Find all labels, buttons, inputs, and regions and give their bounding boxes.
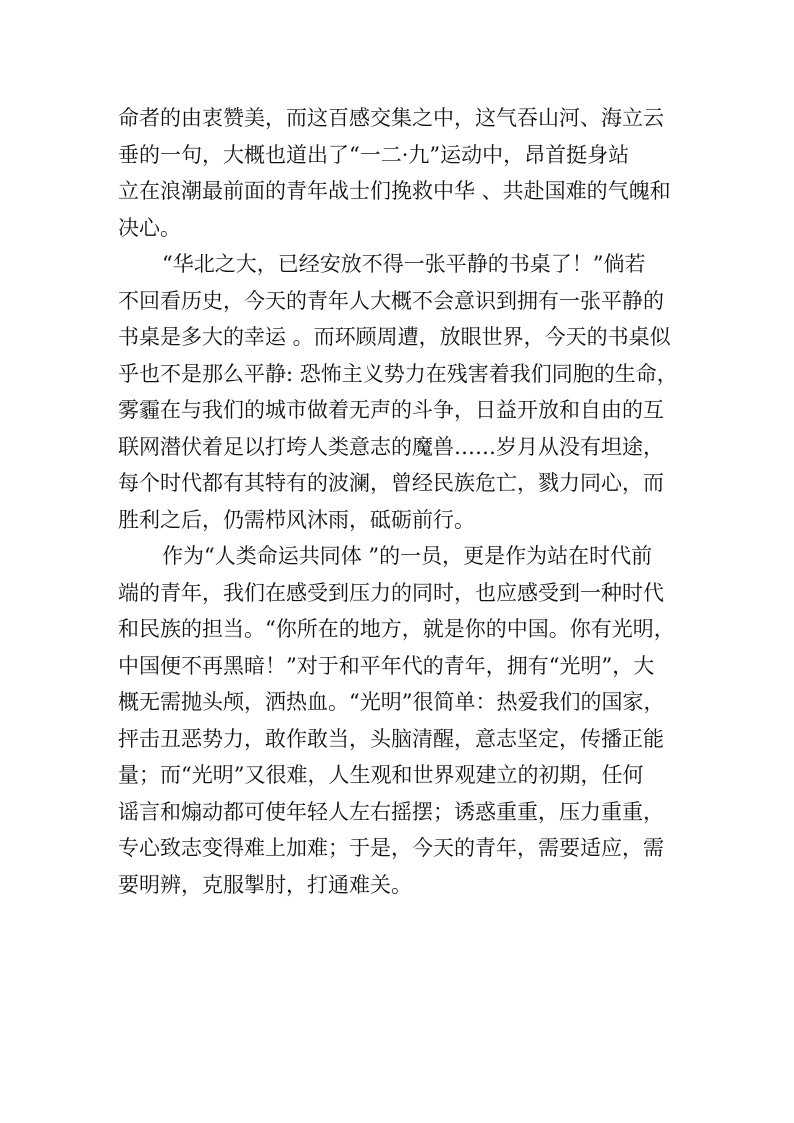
text-line: 中国便不再黑暗！”对于和平年代的青年，拥有“光明”，大 (118, 653, 655, 678)
text-line: 垂的一句，大概也道出了“一二·九”运动中，昂首挺身站 (118, 142, 630, 167)
text-line: 量；而“光明”又很难，人生观和世界观建立的初期，任何 (118, 763, 644, 787)
text-line: 概无需抛头颅，洒热血。“光明”很简单：热爱我们的国家， (118, 690, 665, 714)
text-line: 抨击丑恶势力，敢作敢当，头脑清醒，意志坚定，传播正能 (118, 726, 664, 751)
text-line: 要明辨，克服掣肘，打通难关。 (118, 872, 412, 897)
text-line: 谣言和煽动都可使年轻人左右摇摆；诱惑重重，压力重重， (118, 799, 664, 824)
text-line: 乎也不是那么平静: 恐怖主义势力在残害着我们同胞的生命， (118, 361, 678, 386)
text-line: 决心。 (118, 215, 181, 240)
text-line: 立在浪潮最前面的青年战士们挽救中华 、共赴国难的气魄和 (118, 179, 671, 203)
text-line: 联网潜伏着足以打垮人类意志的魔兽……岁月从没有坦途， (118, 434, 664, 459)
text-line: 雾霾在与我们的城市做着无声的斗争，日益开放和自由的互 (118, 398, 664, 422)
text-line: 书桌是多大的幸运 。而环顾周遭，放眼世界，今天的书桌似 (118, 325, 671, 349)
text-line: 和民族的担当。“你所在的地方，就是你的中国。你有光明， (118, 617, 675, 641)
text-line: 专心致志变得难上加难；于是，今天的青年，需要适应，需 (118, 836, 664, 860)
text-line: 端的青年，我们在感受到压力的同时，也应感受到一种时代 (118, 580, 664, 605)
text-line: 不回看历史，今天的青年人大概不会意识到拥有一张平静的 (118, 288, 664, 313)
text-line: 每个时代都有其特有的波澜，曾经民族危亡，戮力同心，而 (118, 471, 664, 495)
document-body (118, 100, 688, 903)
text-line: 作为“人类命运共同体 ”的一员，更是作为站在时代前 (162, 544, 653, 568)
text-line: 胜利之后，仍需栉风沐雨，砥砺前行。 (118, 507, 475, 532)
text-line: 命者的由衷赞美，而这百感交集之中，这气吞山河、海立云 (118, 106, 664, 130)
text-line: “华北之大，已经安放不得一张平静的书桌了！”倘若 (162, 252, 646, 276)
